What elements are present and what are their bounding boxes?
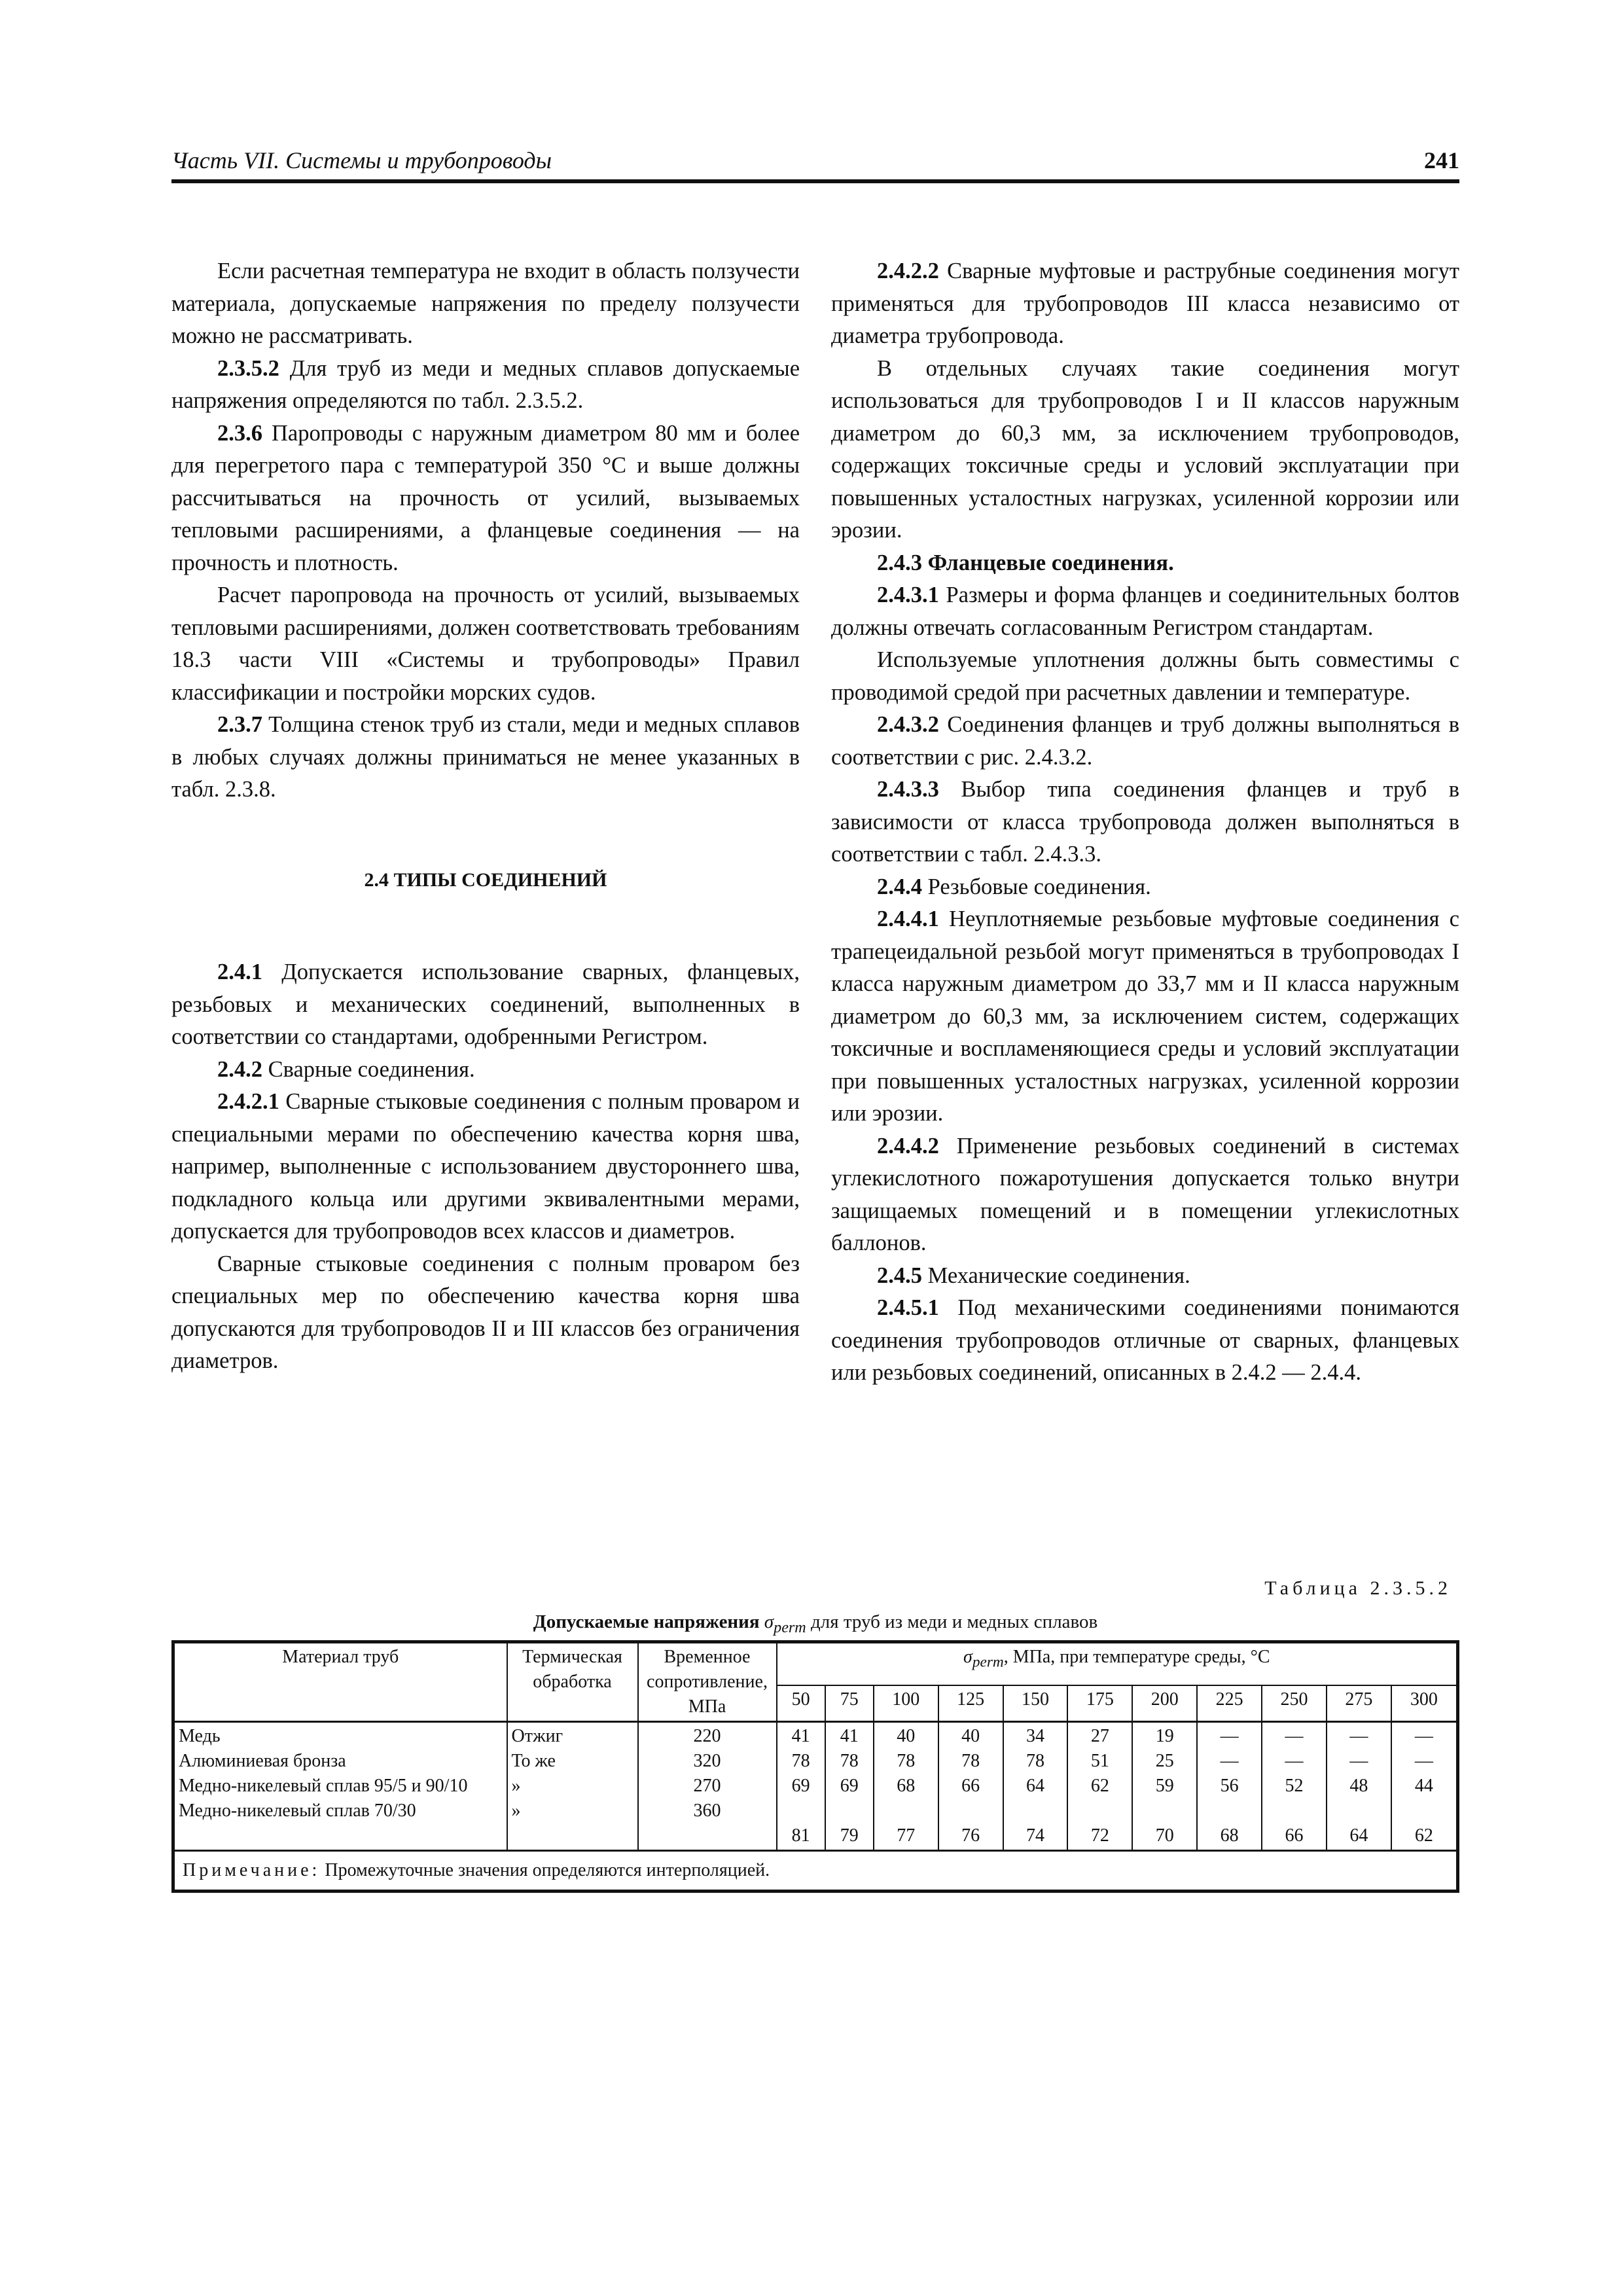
strength-value: 220 (693, 1726, 721, 1746)
table-title: Допускаемые напряжения $\sigma_{perm}$ для труб из меди и медных сплавов (533, 1611, 1098, 1636)
table-row (173, 1722, 1458, 1851)
clause-number: 2.4.5.1 (877, 1295, 939, 1320)
stress-column (777, 1722, 825, 1851)
stress-value: — (1220, 1751, 1239, 1771)
stress-value: 59 (1155, 1776, 1174, 1796)
stress-value: — (1349, 1726, 1368, 1746)
strength-column (638, 1722, 777, 1851)
stress-value: 44 (1414, 1776, 1433, 1796)
stress-value: 70 (1155, 1825, 1174, 1846)
stress-column (1327, 1722, 1391, 1851)
paragraph: 2.4.2 Сварные соединения. (217, 1056, 475, 1082)
stress-value: 72 (1090, 1825, 1109, 1846)
temperature-header: 200 (1132, 1685, 1197, 1722)
stress-value: 78 (961, 1751, 980, 1771)
strength-value: 360 (693, 1801, 721, 1821)
stress-value: — (1285, 1751, 1304, 1771)
paragraph: 2.4.3.3 Выбор типа соединения фланцев и труб в зависимости от класса трубопровода должен выполняться в соответствии с табл. 2.4.3.3. (831, 777, 1460, 867)
stress-column (874, 1722, 938, 1851)
temperature-header: 100 (874, 1685, 938, 1722)
paragraph: 2.4.4.1 Неуплотняемые резьбовые муфтовые соединения с трапецеидальной резьбой могут применяться в трубопроводах I класса наружным диаметром до 33,7 мм и II класса наружным диаметром до 60,3 мм, за исключением систем, содержащих токсичные и воспламеняющиеся среды и условий эксплуатации при повышенных усталостных нагрузках, усиленной коррозии или эрозии. (831, 906, 1459, 1126)
clause-number: 2.4.1 (217, 960, 262, 984)
stress-value: 74 (1026, 1825, 1044, 1846)
stress-value: 66 (1285, 1825, 1304, 1846)
material-value: Алюминиевая бронза (179, 1751, 346, 1771)
material-column (173, 1722, 507, 1851)
temperature-header: 275 (1327, 1685, 1391, 1722)
stress-value: 76 (961, 1825, 980, 1846)
material-value: Медь (179, 1726, 221, 1746)
header-treatment: Термическая обработка (507, 1642, 638, 1722)
header-sigma: $\sigma_{perm}$, МПа, при температуре среды, °С (777, 1642, 1458, 1685)
stress-value: — (1414, 1751, 1433, 1771)
header-material: Материал труб (173, 1642, 507, 1722)
clause-number: 2.4.4.2 (877, 1133, 939, 1158)
stress-column (825, 1722, 874, 1851)
clause-number: 2.4.3.3 (877, 777, 939, 802)
stress-column (1132, 1722, 1197, 1851)
stress-value: 69 (840, 1776, 859, 1796)
treatment-value: » (511, 1776, 521, 1796)
header-strength: Временное сопротивление, МПа (638, 1642, 777, 1722)
strength-value: 270 (693, 1776, 721, 1796)
paragraph: 2.4.1 Допускается использование сварных, фланцевых, резьбовых и механических соединений, выполненных в соответствии со стандартами, одобренными Регистром. (171, 960, 800, 1049)
section-heading: 2.4 ТИПЫ СОЕДИНЕНИЙ (364, 869, 607, 891)
page-number: 241 (1424, 147, 1459, 173)
paragraph: 2.4.4.2 Применение резьбовых соединений в системах углекислотного пожаротушения допускается только внутри защищаемых помещений и в помещении углекислотных баллонов. (831, 1133, 1459, 1255)
temperature-header: 75 (825, 1685, 874, 1722)
left-column (171, 255, 800, 1378)
clause-number: 2.4.5 (877, 1263, 922, 1288)
stress-value: 62 (1090, 1776, 1109, 1796)
clause-number: 2.4.3 (877, 550, 922, 575)
stress-value: 40 (961, 1726, 980, 1746)
stress-value: 78 (897, 1751, 916, 1771)
table-label: Таблица 2.3.5.2 (1264, 1577, 1452, 1599)
paragraph: 2.4.5.1 Под механическими соединениями понимаются соединения трубопроводов отличные от сварных, фланцевых или резьбовых соединений, описанных в 2.4.2 — 2.4.4. (831, 1295, 1459, 1385)
paragraph: 2.4.3.2 Соединения фланцев и труб должны выполняться в соответствии с рис. 2.4.3.2. (831, 712, 1460, 770)
temperature-header: 125 (938, 1685, 1003, 1722)
clause-number: 2.4.4 (877, 874, 922, 899)
stress-value: 81 (791, 1825, 810, 1846)
running-header (171, 143, 1459, 183)
temperature-header: 300 (1391, 1685, 1458, 1722)
stress-value: 52 (1285, 1776, 1304, 1796)
stress-value: 34 (1026, 1726, 1044, 1746)
paragraph: 2.3.5.2 Для труб из меди и медных сплавов допускаемые напряжения определяются по табл. 2.3.5.2. (171, 355, 800, 413)
paragraph: 2.4.5 Механические соединения. (877, 1263, 1190, 1288)
clause-number: 2.3.5.2 (217, 355, 279, 381)
temperature-header: 150 (1003, 1685, 1068, 1722)
paragraph: 2.4.2.2 Сварные муфтовые и раструбные соединения могут применяться для трубопроводов III класса независимо от диаметра трубопровода. (831, 259, 1459, 348)
material-value: Медно-никелевый сплав 95/5 и 90/10 (179, 1776, 468, 1796)
temperature-header: 175 (1067, 1685, 1132, 1722)
stress-value: 78 (1026, 1751, 1044, 1771)
clause-number: 2.4.3.1 (877, 583, 939, 607)
paragraph: 2.4.3 Фланцевые соединения. (877, 550, 1174, 575)
temperature-header: 250 (1262, 1685, 1327, 1722)
treatment-value: Отжиг (511, 1726, 563, 1746)
clause-number: 2.4.4.1 (877, 906, 939, 931)
stress-value: 64 (1349, 1825, 1368, 1846)
paragraph: Используемые уплотнения должны быть совместимы с проводимой средой при расчетных давлении и температуре. (831, 647, 1459, 705)
stress-value: — (1349, 1751, 1368, 1771)
stress-value: 19 (1155, 1726, 1174, 1746)
stress-value: 41 (840, 1726, 859, 1746)
stress-value: 78 (791, 1751, 810, 1771)
clause-number: 2.4.2.2 (877, 259, 939, 283)
stress-value: 66 (961, 1776, 980, 1796)
stress-value: 56 (1220, 1776, 1239, 1796)
stress-value: 41 (791, 1726, 810, 1746)
stress-column (1262, 1722, 1327, 1851)
material-value: Медно-никелевый сплав 70/30 (179, 1801, 416, 1821)
stress-value: 27 (1090, 1726, 1109, 1746)
stress-value: 77 (897, 1825, 916, 1846)
treatment-value: » (511, 1801, 521, 1821)
stress-value: 68 (1220, 1825, 1239, 1846)
stress-value: — (1414, 1726, 1433, 1746)
paragraph: Если расчетная температура не входит в область ползучести материала, допускаемые напряжения по пределу ползучести можно не рассматривать. (171, 259, 800, 348)
stress-column (1003, 1722, 1068, 1851)
clause-number: 2.3.6 (217, 420, 262, 446)
clause-number: 2.4.2.1 (217, 1089, 279, 1114)
clause-number: 2.4.2 (217, 1056, 262, 1082)
clause-number: 2.4.3.2 (877, 712, 939, 737)
stress-column (1197, 1722, 1262, 1851)
table-note: Примечание: Промежуточные значения определяются интерполяцией. (173, 1851, 1458, 1892)
stress-column (938, 1722, 1003, 1851)
paragraph: Сварные стыковые соединения с полным проваром без специальных мер по обеспечению качества корня шва допускаются для трубопроводов II и III классов без ограничения диаметров. (171, 1251, 800, 1373)
stress-value: 25 (1155, 1751, 1174, 1771)
header-title: Часть VII. Системы и трубопроводы (171, 147, 552, 173)
paragraph: В отдельных случаях такие соединения могут использоваться для трубопроводов I и II классов наружным диаметром до 60,3 мм, за исключением трубопроводов, содержащих токсичные среды и условий эксплуатации при повышенных усталостных нагрузках, усиленной коррозии или эрозии. (831, 355, 1459, 543)
stress-column (1391, 1722, 1458, 1851)
stress-value: — (1220, 1726, 1239, 1746)
stress-value: 62 (1414, 1825, 1433, 1846)
paragraph: 2.4.3.1 Размеры и форма фланцев и соединительных болтов должны отвечать согласованным Регистром стандартам. (831, 583, 1459, 640)
stress-value: 51 (1090, 1751, 1109, 1771)
stress-table (171, 1640, 1459, 1893)
right-column (831, 255, 1459, 1390)
paragraph: Расчет паропровода на прочность от усилий, вызываемых тепловыми расширениями, должен соответствовать требованиям 18.3 части VIII «Системы и трубопроводы» Правил классификации и постройки морских судов. (171, 583, 800, 705)
stress-value: 64 (1026, 1776, 1044, 1796)
clause-number: 2.3.7 (217, 712, 262, 737)
treatment-column (507, 1722, 638, 1851)
stress-value: 79 (840, 1825, 859, 1846)
paragraph: 2.4.2.1 Сварные стыковые соединения с полным проваром и специальными мерами по обеспечению качества корня шва, например, выполненные с использованием двустороннего шва, подкладного кольца или другими эквивалентными мерами, допускается для трубопроводов всех классов и диаметров. (171, 1089, 800, 1244)
paragraph: 2.3.7 Толщина стенок труб из стали, меди и медных сплавов в любых случаях должны приниматься не менее указанных в табл. 2.3.8. (171, 712, 800, 802)
stress-value: — (1285, 1726, 1304, 1746)
stress-value: 48 (1349, 1776, 1368, 1796)
stress-value: 68 (897, 1776, 916, 1796)
stress-value: 78 (840, 1751, 859, 1771)
temperature-header: 50 (777, 1685, 825, 1722)
paragraph: 2.4.4 Резьбовые соединения. (877, 874, 1151, 899)
temperature-header: 225 (1197, 1685, 1262, 1722)
stress-value: 69 (791, 1776, 810, 1796)
stress-value: 40 (897, 1726, 916, 1746)
treatment-value: То же (511, 1751, 556, 1771)
stress-column (1067, 1722, 1132, 1851)
paragraph: 2.3.6 Паропроводы с наружным диаметром 80 мм и более для перегретого пара с температурой 350 °С и выше должны рассчитываться на прочность от усилий, вызываемых тепловыми расширениями, а фланцевые соединения — на прочность и плотность. (171, 420, 800, 575)
strength-value: 320 (693, 1751, 721, 1771)
